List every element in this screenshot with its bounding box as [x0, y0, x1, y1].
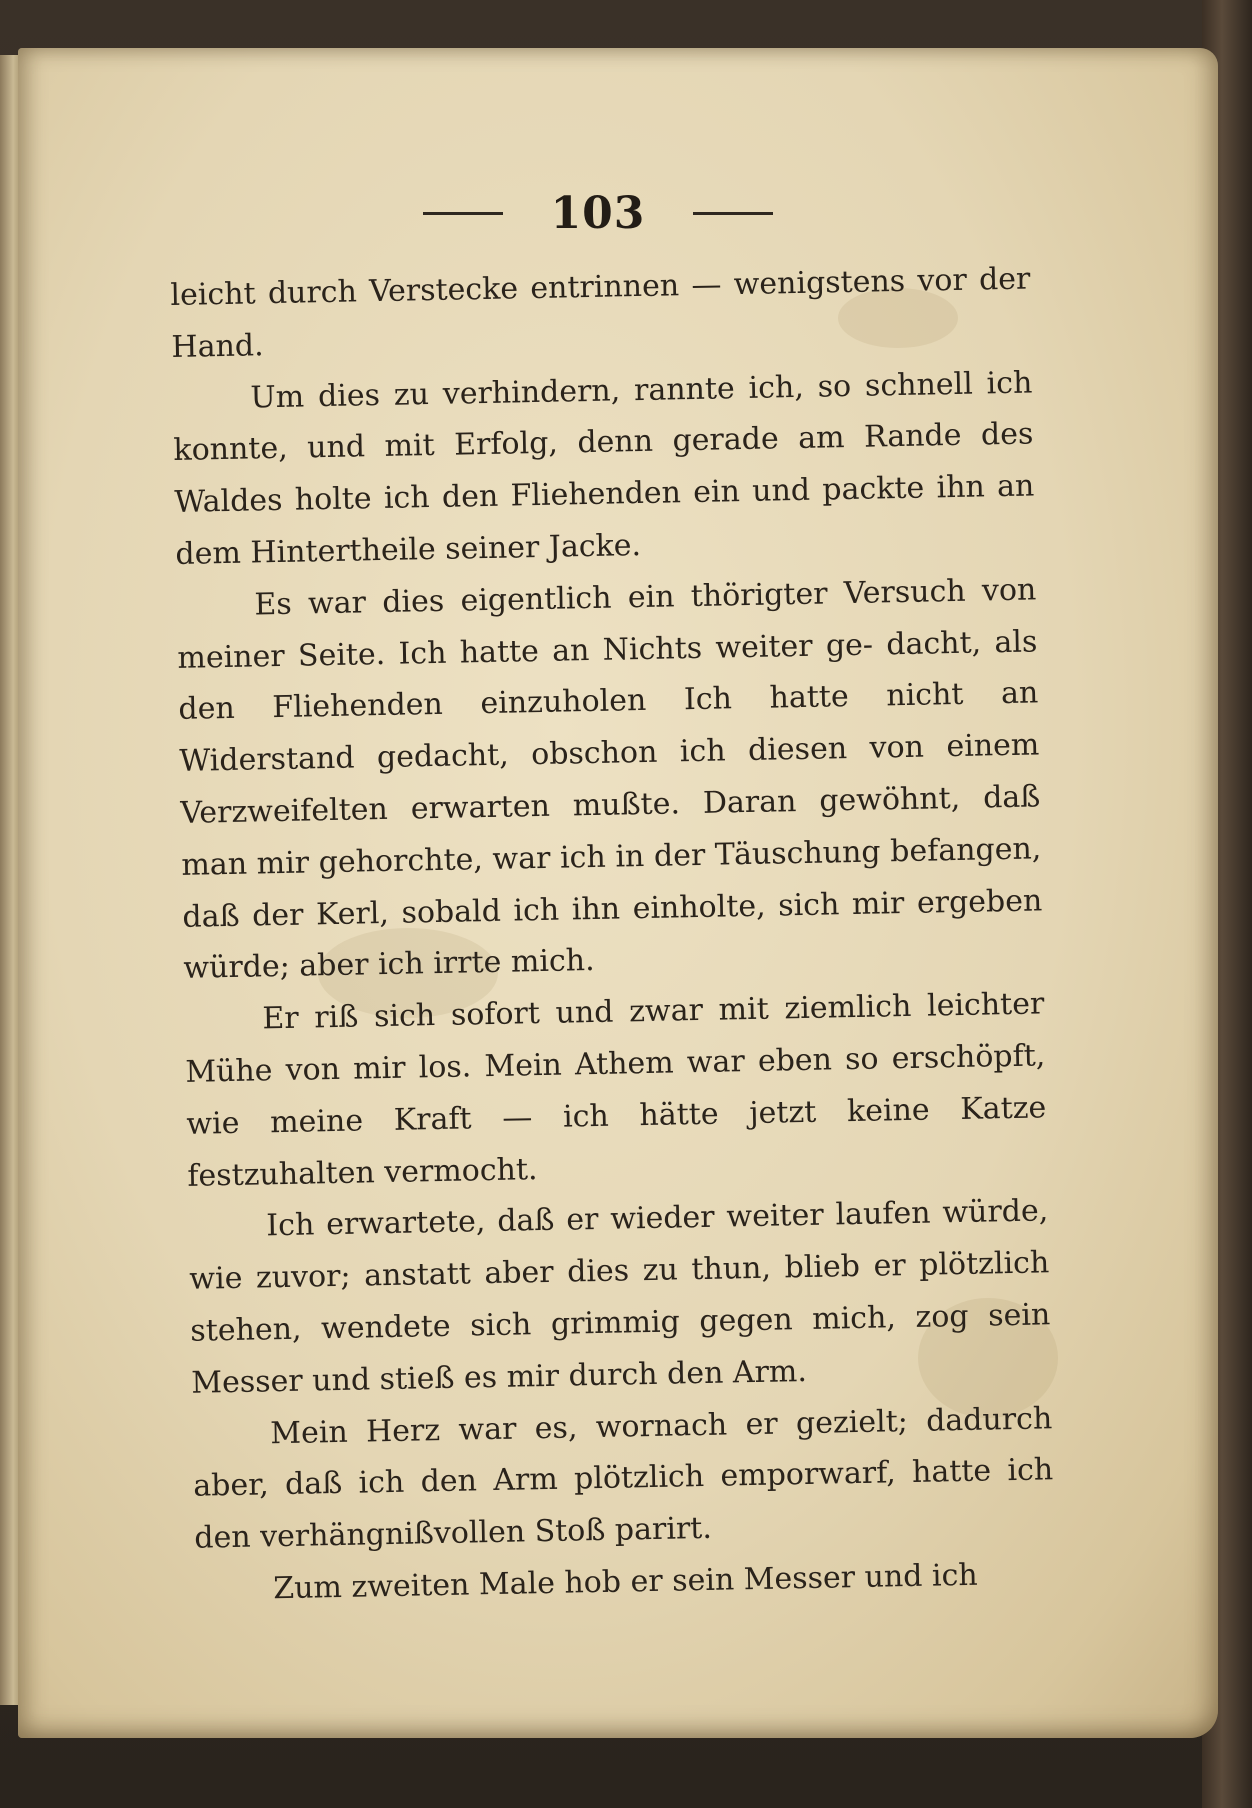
paragraph-7: Zum zweiten Male hob er sein Messer und ich — [272, 1557, 979, 1607]
paragraph-3: Es war dies eigentlich ein thörigter Versuch von meiner Seite. Ich hatte an Nichts weiter ge- dacht, als den Fliehenden einzuholen Ich hatte nicht an Widerstand gedacht, obschon ich diesen von einem Verzweifelten erwarten mußte. Daran gewöhnt, daß man mir gehorchte, war ich in der Täuschung befangen, daß der Kerl, sobald ich ihn einholte, sich mir ergeben würde; aber ich irrte mich. — [177, 572, 1043, 987]
paragraph-2: Um dies zu verhindern, rannte ich, so schnell ich konnte, und mit Erfolg, denn gerade am Rande des Waldes holte ich den Fliehenden ein und packte ihn an dem Hintertheile seiner Jacke. — [173, 365, 1035, 572]
book-page — [18, 48, 1218, 1738]
paragraph-5: Ich erwartete, daß er wieder weiter laufen würde, wie zuvor; anstatt aber dies zu thun, blieb er plötzlich stehen, wendete sich grimmig gegen mich, zog sein Messer und stieß es mir durch den Arm. — [189, 1193, 1051, 1401]
paragraph-6: Mein Herz war es, wornach er gezielt; dadurch aber, daß ich den Arm plötzlich emporwarf, hatte ich den verhängnißvollen Stoß parirt. — [193, 1400, 1054, 1556]
header-rule-left — [423, 212, 503, 215]
paragraph-1: leicht durch Verstecke entrinnen — wenigstens vor der Hand. — [170, 261, 1031, 365]
page-header — [18, 188, 1178, 239]
header-rule-right — [693, 212, 773, 215]
page-number: 103 — [550, 188, 646, 239]
paragraph-4: Er riß sich sofort und zwar mit ziemlich leichter Mühe von mir los. Mein Athem war eben so erschöpft, wie meine Kraft — ich hätte jetzt keine Katze festzuhalten vermocht. — [185, 986, 1047, 1194]
body-text — [170, 253, 1056, 1616]
